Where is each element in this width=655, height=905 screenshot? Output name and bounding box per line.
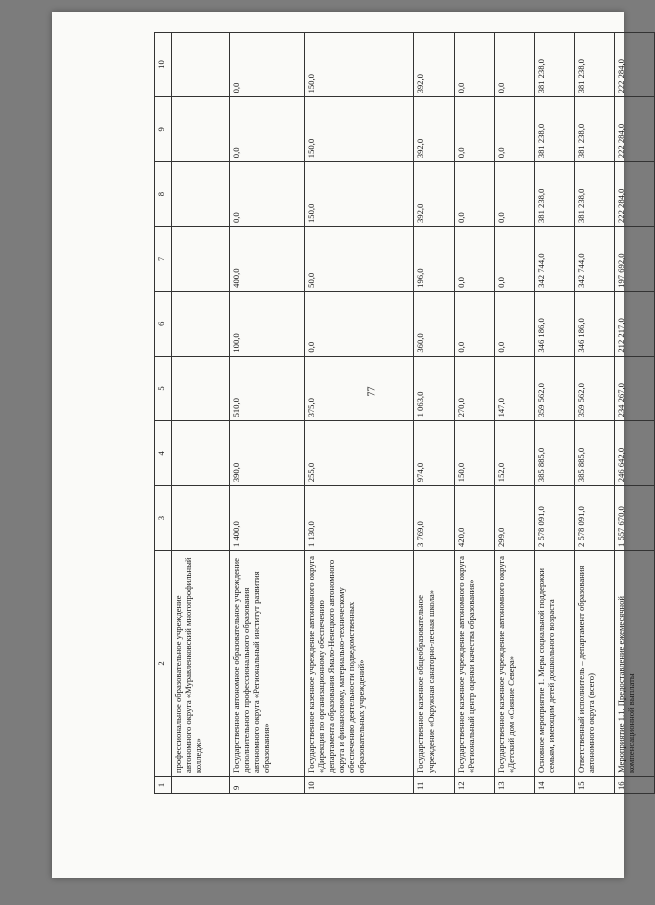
value-cell: 0,0 [494,227,534,292]
table-row [574,32,614,793]
table-row [304,32,414,793]
value-cell [172,486,230,551]
table-row [172,32,230,793]
value-cell: 0,0 [304,291,414,356]
value-cell: 222 284,0 [614,97,654,162]
table-header-row [155,32,172,793]
rotated-table-wrapper [154,32,655,794]
value-cell: 147,0 [494,356,534,421]
row-number-cell: 9 [229,777,304,794]
value-cell: 0,0 [454,162,494,227]
value-cell: 150,0 [304,162,414,227]
value-cell: 342 744,0 [574,227,614,292]
value-cell: 0,0 [229,97,304,162]
value-cell: 270,0 [454,356,494,421]
value-cell: 1 557 670,0 [614,486,654,551]
header-cell: 1 [155,777,172,794]
value-cell: 0,0 [454,97,494,162]
value-cell: 0,0 [454,32,494,97]
value-cell: 150,0 [304,97,414,162]
value-cell: 246 642,0 [614,421,654,486]
value-cell: 197 692,0 [614,227,654,292]
value-cell: 381 238,0 [574,162,614,227]
value-cell: 212 217,0 [614,291,654,356]
row-name-cell: профессиональное образовательное учреждение автономного округа «Муравленковский многопрофильный колледж» [172,551,230,777]
header-cell: 4 [155,421,172,486]
value-cell: 222 284,0 [614,32,654,97]
header-cell: 5 [155,356,172,421]
value-cell [172,421,230,486]
value-cell: 0,0 [494,32,534,97]
header-cell: 8 [155,162,172,227]
value-cell [172,97,230,162]
table-row [454,32,494,793]
row-name-cell: Мероприятие 1.1. Предоставление ежемесячной компенсационной выплаты [614,551,654,777]
value-cell: 510,0 [229,356,304,421]
header-cell: 9 [155,97,172,162]
value-cell: 0,0 [494,162,534,227]
table-row [614,32,654,793]
value-cell: 1 400,0 [229,486,304,551]
value-cell: 346 186,0 [534,291,574,356]
value-cell: 390,0 [229,421,304,486]
table-row [414,32,454,793]
value-cell: 385 885,0 [534,421,574,486]
value-cell: 392,0 [414,32,454,97]
row-name-cell: Основное мероприятие 1. Меры социальной поддержки семьям, имеющим детей дошкольного возраста [534,551,574,777]
row-number-cell [172,777,230,794]
row-number-cell: 11 [414,777,454,794]
value-cell: 974,0 [414,421,454,486]
value-cell: 381 238,0 [534,97,574,162]
header-cell: 2 [155,551,172,777]
value-cell: 0,0 [454,227,494,292]
row-number-cell: 13 [494,777,534,794]
value-cell [172,227,230,292]
value-cell: 234 267,0 [614,356,654,421]
value-cell: 346 186,0 [574,291,614,356]
row-number-cell: 16 [614,777,654,794]
value-cell: 381 238,0 [534,32,574,97]
value-cell: 150,0 [454,421,494,486]
document-page [52,12,636,878]
value-cell: 0,0 [494,291,534,356]
value-cell: 0,0 [229,32,304,97]
value-cell: 381 238,0 [574,97,614,162]
value-cell: 1 130,0 [304,486,414,551]
value-cell: 0,0 [454,291,494,356]
value-cell: 2 578 091,0 [574,486,614,551]
row-name-cell: Государственное казенное учреждение автономного округа «Региональный центр оценки качества образования» [454,551,494,777]
row-number-cell: 12 [454,777,494,794]
row-name-cell: Государственное казенное общеобразовательное учреждение «Окружная санаторно-лесная школа» [414,551,454,777]
value-cell: 392,0 [414,97,454,162]
header-cell: 10 [155,32,172,97]
header-cell: 7 [155,227,172,292]
row-number-cell: 10 [304,777,414,794]
value-cell: 359 562,0 [574,356,614,421]
value-cell: 2 578 091,0 [534,486,574,551]
value-cell: 50,0 [304,227,414,292]
value-cell: 150,0 [304,32,414,97]
value-cell: 255,0 [304,421,414,486]
header-cell: 6 [155,291,172,356]
value-cell: 0,0 [229,162,304,227]
value-cell [172,291,230,356]
value-cell: 152,0 [494,421,534,486]
value-cell: 0,0 [494,97,534,162]
value-cell: 360,0 [414,291,454,356]
value-cell: 299,0 [494,486,534,551]
value-cell: 381 238,0 [574,32,614,97]
value-cell: 385 885,0 [574,421,614,486]
page-number: 77 [366,386,378,397]
table-row [534,32,574,793]
row-name-cell: Государственное казенное учреждение автономного округа «Детский дом «Сияние Севера» [494,551,534,777]
value-cell: 342 744,0 [534,227,574,292]
value-cell: 3 769,0 [414,486,454,551]
value-cell: 420,0 [454,486,494,551]
table-row [229,32,304,793]
value-cell: 196,0 [414,227,454,292]
value-cell: 359 562,0 [534,356,574,421]
value-cell [172,162,230,227]
value-cell: 100,0 [229,291,304,356]
value-cell: 222 284,0 [614,162,654,227]
value-cell: 400,0 [229,227,304,292]
budget-table [154,32,655,794]
value-cell: 375,0 [304,356,414,421]
value-cell: 1 063,0 [414,356,454,421]
value-cell [172,356,230,421]
row-name-cell: Государственное автономное образовательное учреждение дополнительного профессионального образования автономного округа «Региональный институт развития образования» [229,551,304,777]
row-number-cell: 14 [534,777,574,794]
row-number-cell: 15 [574,777,614,794]
value-cell: 392,0 [414,162,454,227]
row-name-cell: Государственное казенное учреждение автономного округа «Дирекция по организационному обеспечению департамента образования Ямало-Ненецкого автономного округа и финансовому, материально-техническому обеспечению деятельности подведомственных образовательных учреждений» [304,551,414,777]
header-cell: 3 [155,486,172,551]
value-cell [172,32,230,97]
row-name-cell: Ответственный исполнитель – департамент образования автономного округа (всего) [574,551,614,777]
table-row [494,32,534,793]
value-cell: 381 238,0 [534,162,574,227]
